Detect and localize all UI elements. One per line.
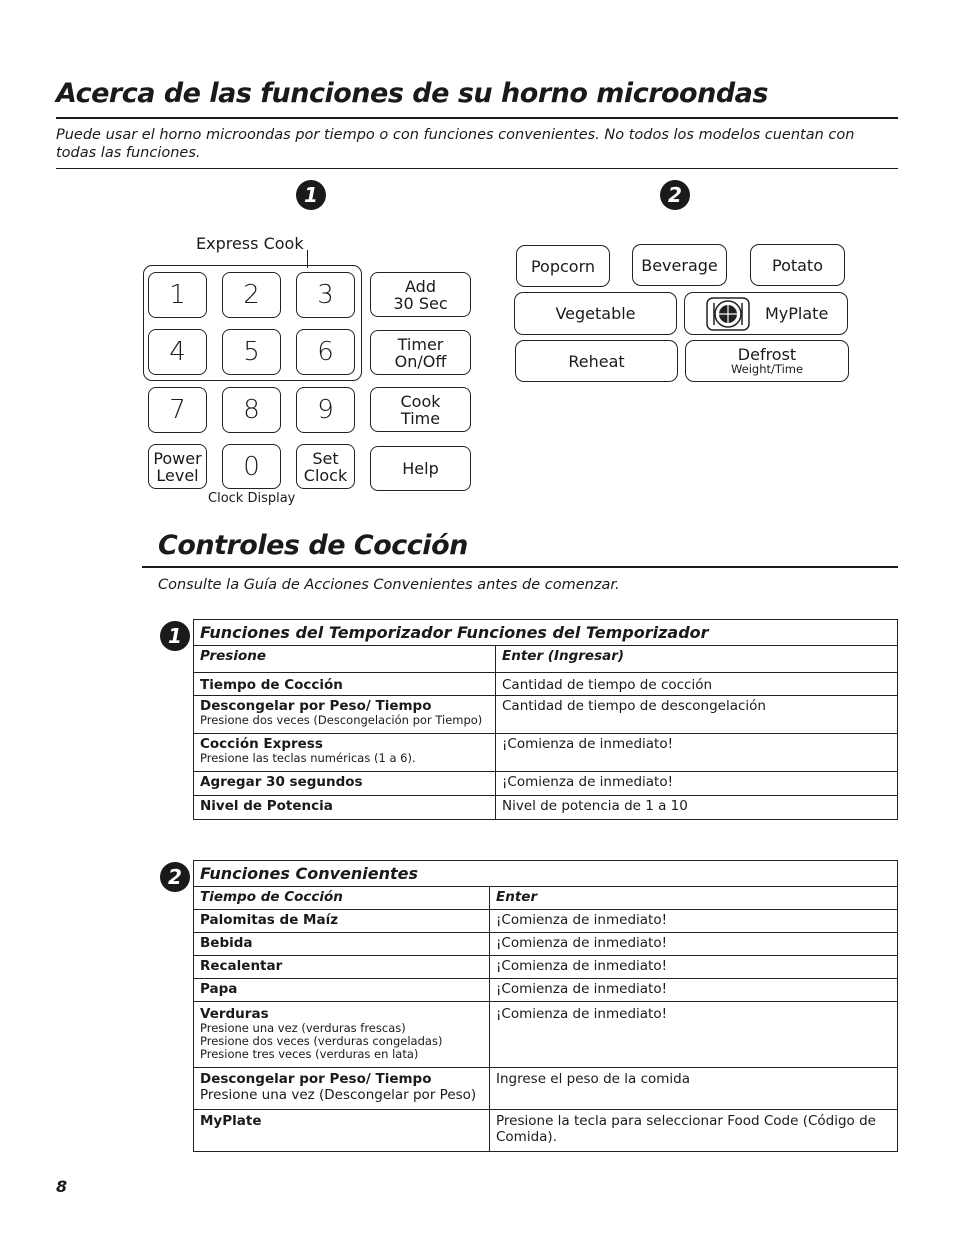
row-name-cell (194, 1002, 490, 1068)
table-row (194, 910, 898, 933)
row-value: ¡Comienza de inmediato! (490, 956, 898, 979)
power-level-button[interactable] (148, 444, 207, 489)
row-name: Agregar 30 segundos (194, 772, 496, 796)
beverage-button[interactable]: Beverage (632, 244, 727, 286)
title-rule (56, 117, 898, 119)
row-note: Presione una vez (Descongelar por Peso) (200, 1087, 477, 1103)
table-row (194, 734, 898, 772)
set-clock-line1: Set (312, 448, 339, 468)
row-name: Nivel de Potencia (194, 796, 496, 820)
key-6[interactable]: 6 (296, 329, 355, 375)
intro-rule (56, 168, 898, 169)
row-value: Cantidad de tiempo de descongelación (496, 696, 898, 734)
power-level-line1: Power (153, 448, 202, 468)
row-value: Nivel de potencia de 1 a 10 (496, 796, 898, 820)
row-value: Presione la tecla para seleccionar Food Code (Código de Comida). (490, 1110, 898, 1152)
row-note: Presione una vez (verduras frescas) (200, 1021, 406, 1035)
table-row (194, 772, 898, 796)
plate-icon (705, 297, 751, 331)
timer-line2: On/Off (394, 351, 447, 371)
row-name-cell (194, 1068, 490, 1110)
convenience-table-badge: 2 (160, 862, 190, 892)
defrost-sub-label: Weight/Time (730, 361, 804, 376)
cook-time-button[interactable] (370, 387, 471, 432)
row-value: Cantidad de tiempo de cocción (496, 673, 898, 696)
timer-line1: Timer (397, 334, 444, 354)
row-name: Bebida (194, 933, 490, 956)
row-value: ¡Comienza de inmediato! (496, 734, 898, 772)
table-row (194, 1110, 898, 1152)
row-note: Presione dos veces (Descongelación por Tiempo) (200, 713, 483, 727)
convenience-col-enter: Enter (490, 887, 898, 910)
table-row (194, 673, 898, 696)
timer-table-badge: 1 (160, 621, 190, 651)
cooking-controls-intro: Consulte la Guía de Acciones Convenientes antes de comenzar. (158, 577, 620, 593)
row-note: Presione las teclas numéricas (1 a 6). (200, 751, 416, 765)
row-name: Cocción Express (200, 736, 323, 752)
table-row (194, 1002, 898, 1068)
table-row (194, 933, 898, 956)
key-5[interactable]: 5 (222, 329, 281, 375)
myplate-button[interactable] (684, 292, 848, 335)
add-30-sec-button[interactable] (370, 272, 471, 317)
table-row (194, 696, 898, 734)
potato-button[interactable]: Potato (750, 244, 845, 286)
key-1[interactable]: 1 (148, 272, 207, 318)
row-value: ¡Comienza de inmediato! (496, 772, 898, 796)
row-name: Palomitas de Maíz (194, 910, 490, 933)
row-name: Recalentar (194, 956, 490, 979)
help-button[interactable]: Help (370, 446, 471, 491)
key-4[interactable]: 4 (148, 329, 207, 375)
express-cook-label: Express Cook (196, 234, 304, 253)
keypad-badge: 1 (296, 180, 326, 210)
add-30-line1: Add (405, 276, 436, 296)
set-clock-line2: Clock (303, 465, 348, 485)
cooking-controls-rule (142, 566, 898, 568)
row-value: ¡Comienza de inmediato! (490, 933, 898, 956)
row-value: ¡Comienza de inmediato! (490, 979, 898, 1002)
myplate-label: MyPlate (765, 304, 829, 323)
timer-button[interactable] (370, 330, 471, 375)
table-row (194, 1068, 898, 1110)
row-value: ¡Comienza de inmediato! (490, 910, 898, 933)
cook-time-line2: Time (400, 408, 441, 428)
timer-col-press: Presione (194, 646, 496, 673)
power-level-line2: Level (156, 465, 199, 485)
table-row (194, 956, 898, 979)
clock-display-label: Clock Display (208, 491, 296, 506)
row-name: Verduras (200, 1006, 269, 1022)
table-row (194, 796, 898, 820)
key-7[interactable]: 7 (148, 387, 207, 433)
timer-col-enter: Enter (Ingresar) (496, 646, 898, 673)
add-30-line2: 30 Sec (393, 293, 448, 313)
page-intro: Puede usar el horno microondas por tiempo o con funciones convenientes. No todos los modelos cuentan con todas las funciones. (56, 127, 855, 161)
row-name: Descongelar por Peso/ Tiempo (200, 1071, 432, 1087)
set-clock-button[interactable] (296, 444, 355, 489)
row-name: Papa (194, 979, 490, 1002)
convenience-table-header: Funciones Convenientes (194, 861, 898, 887)
key-3[interactable]: 3 (296, 272, 355, 318)
row-value: Ingrese el peso de la comida (490, 1068, 898, 1110)
page-title: Acerca de las funciones de su horno microondas (56, 78, 768, 109)
row-note: Presione tres veces (verduras en lata) (200, 1047, 419, 1061)
cooking-controls-title: Controles de Cocción (158, 530, 468, 561)
cook-time-line1: Cook (400, 391, 441, 411)
key-8[interactable]: 8 (222, 387, 281, 433)
row-name: MyPlate (194, 1110, 490, 1152)
row-name: Descongelar por Peso/ Tiempo (200, 698, 432, 714)
defrost-label: Defrost (737, 344, 797, 364)
row-value: ¡Comienza de inmediato! (490, 1002, 898, 1068)
row-name-cell (194, 734, 496, 772)
timer-table-header: Funciones del Temporizador Funciones del Temporizador (194, 620, 898, 646)
popcorn-button[interactable]: Popcorn (516, 245, 610, 287)
vegetable-button[interactable]: Vegetable (514, 292, 677, 335)
convenience-col-cook-time: Tiempo de Cocción (194, 887, 490, 910)
table-row (194, 979, 898, 1002)
defrost-button[interactable] (685, 340, 849, 382)
page-number: 8 (56, 1177, 68, 1196)
row-name-cell (194, 696, 496, 734)
row-name: Tiempo de Cocción (194, 673, 496, 696)
row-note: Presione dos veces (verduras congeladas) (200, 1034, 443, 1048)
timer-functions-table (193, 619, 898, 820)
key-2[interactable]: 2 (222, 272, 281, 318)
reheat-button[interactable]: Reheat (515, 340, 678, 382)
key-0[interactable]: 0 (222, 444, 281, 489)
convenience-functions-table (193, 860, 898, 1152)
convenience-badge: 2 (660, 180, 690, 210)
key-9[interactable]: 9 (296, 387, 355, 433)
